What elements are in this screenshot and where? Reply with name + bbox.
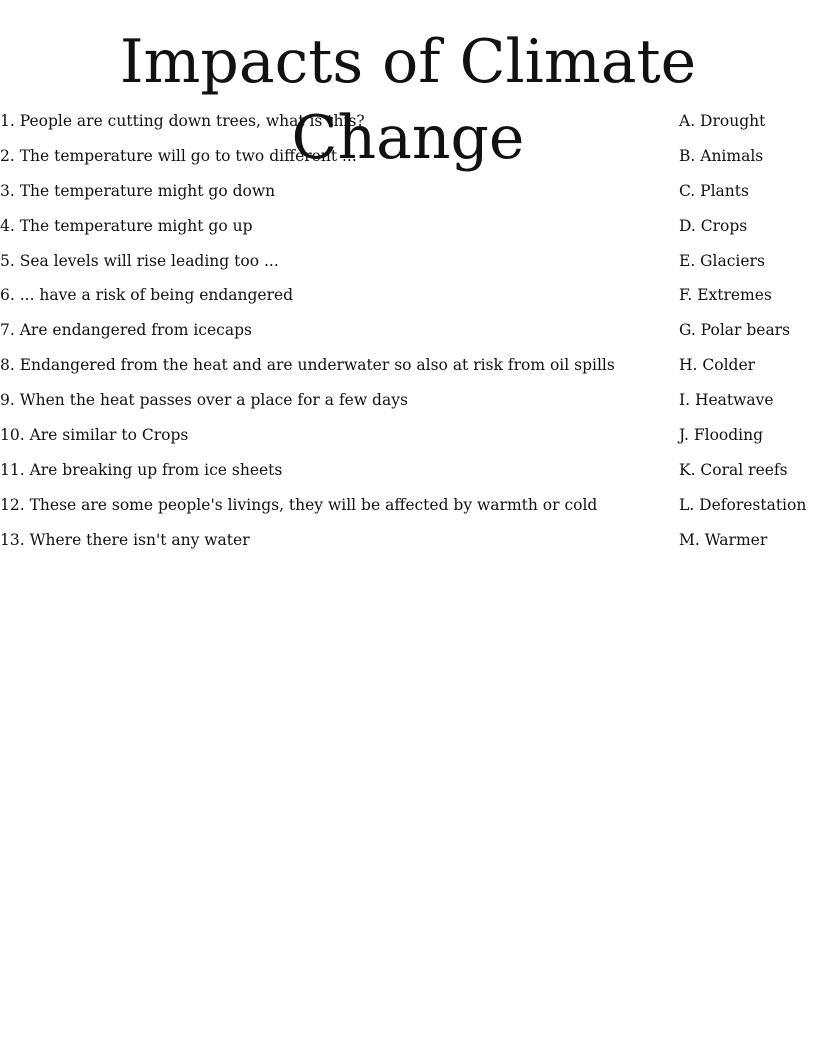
matching-row — [0, 523, 816, 558]
answer-item: K. Coral reefs — [679, 460, 788, 479]
question-item: 4. The temperature might go up — [0, 216, 253, 235]
matching-row — [0, 139, 816, 174]
question-item: 2. The temperature will go to two different ... — [0, 146, 357, 165]
question-item: 13. Where there isn't any water — [0, 530, 250, 549]
answer-item: C. Plants — [679, 181, 749, 200]
question-item: 8. Endangered from the heat and are underwater so also at risk from oil spills — [0, 356, 615, 375]
answer-item: J. Flooding — [679, 426, 764, 445]
question-item: 11. Are breaking up from ice sheets — [0, 460, 283, 479]
matching-row — [0, 209, 816, 244]
question-item: 7. Are endangered from icecaps — [0, 321, 252, 340]
matching-row — [0, 488, 816, 523]
answer-item: B. Animals — [679, 146, 764, 165]
question-item: 5. Sea levels will rise leading too ... — [0, 251, 279, 270]
question-item: 10. Are similar to Crops — [0, 426, 189, 445]
answer-item: E. Glaciers — [679, 251, 765, 270]
matching-row — [0, 348, 816, 383]
answer-item: D. Crops — [679, 216, 748, 235]
answer-item: M. Warmer — [679, 530, 768, 549]
answer-item: L. Deforestation — [679, 495, 807, 514]
matching-list — [0, 104, 816, 558]
question-item: 12. These are some people's livings, they will be affected by warmth or cold — [0, 495, 598, 514]
question-item: 1. People are cutting down trees, what is this? — [0, 112, 365, 130]
answer-item: F. Extremes — [679, 286, 772, 305]
matching-row — [0, 104, 816, 139]
matching-row — [0, 313, 816, 348]
question-item: 3. The temperature might go down — [0, 181, 276, 200]
matching-row — [0, 418, 816, 453]
answer-item: I. Heatwave — [679, 391, 774, 410]
answer-item: H. Colder — [679, 356, 756, 375]
answer-item: A. Drought — [679, 112, 766, 130]
matching-row — [0, 278, 816, 313]
matching-row — [0, 244, 816, 279]
answer-item: G. Polar bears — [679, 321, 791, 340]
question-item: 9. When the heat passes over a place for a few days — [0, 391, 408, 410]
matching-row — [0, 174, 816, 209]
question-item: 6. ... have a risk of being endangered — [0, 286, 294, 305]
matching-row — [0, 453, 816, 488]
matching-row — [0, 383, 816, 418]
page-title: Impacts of Climate Change — [119, 27, 697, 173]
